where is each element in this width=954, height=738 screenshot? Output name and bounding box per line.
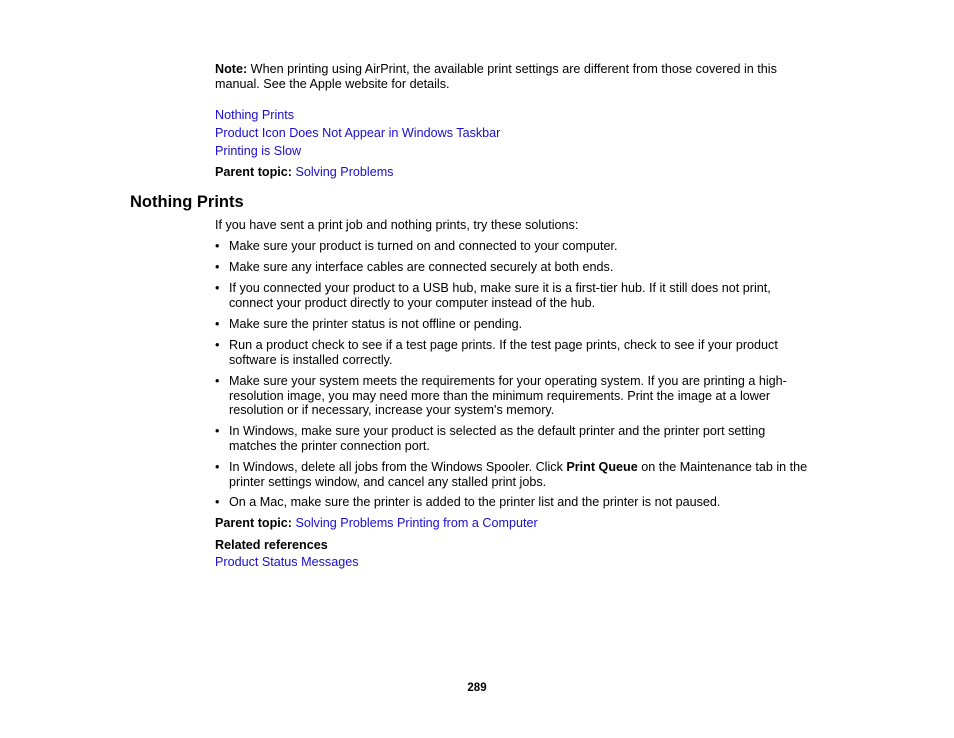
bullet-marker: • bbox=[215, 374, 220, 388]
link-product-icon-taskbar[interactable]: Product Icon Does Not Appear in Windows Taskbar bbox=[215, 126, 501, 140]
link-product-status-messages[interactable]: Product Status Messages bbox=[215, 555, 359, 569]
list-item-text: Make sure your product is turned on and connected to your computer. bbox=[229, 239, 618, 253]
bullet-marker: • bbox=[215, 317, 220, 331]
link-solving-problems-printing[interactable]: Solving Problems Printing from a Computer bbox=[295, 516, 538, 530]
bullet-marker: • bbox=[215, 281, 220, 295]
bullet-marker: • bbox=[215, 338, 220, 352]
note-paragraph bbox=[215, 62, 815, 91]
bullet-marker: • bbox=[215, 460, 220, 474]
list-item-text bbox=[229, 460, 814, 489]
bullet-marker: • bbox=[215, 495, 220, 509]
parent-topic-label: Parent topic: bbox=[215, 165, 292, 179]
list-item-text: On a Mac, make sure the printer is added to the printer list and the printer is not paused. bbox=[229, 495, 721, 509]
list-item-text: In Windows, make sure your product is selected as the default printer and the printer port setting matches the printer connection port. bbox=[229, 424, 766, 453]
bullet-marker: • bbox=[215, 239, 220, 253]
bullet-marker: • bbox=[215, 424, 220, 438]
list-item-text: Make sure any interface cables are connected securely at both ends. bbox=[229, 260, 614, 274]
list-item-text-after: on the Maintenance tab in the printer settings window, and cancel any stalled print jobs. bbox=[229, 460, 808, 489]
parent-topic bbox=[215, 165, 393, 180]
parent-topic bbox=[215, 516, 538, 531]
related-references-heading: Related references bbox=[215, 538, 328, 552]
list-item-text: If you connected your product to a USB hub, make sure it is a first-tier hub. If it still does not print, connect your product directly to your computer instead of the hub. bbox=[229, 281, 771, 310]
link-printing-is-slow[interactable]: Printing is Slow bbox=[215, 144, 302, 158]
page-number: 289 bbox=[467, 682, 487, 694]
link-nothing-prints[interactable]: Nothing Prints bbox=[215, 108, 295, 122]
note-text: When printing using AirPrint, the available print settings are different from those covered in this manual. See the Apple website for details. bbox=[215, 62, 777, 91]
list-item-text: Run a product check to see if a test page prints. If the test page prints, check to see if your product software is installed correctly. bbox=[229, 338, 778, 367]
list-item-text-before: In Windows, delete all jobs from the Windows Spooler. Click bbox=[229, 460, 567, 474]
section-intro: If you have sent a print job and nothing prints, try these solutions: bbox=[215, 218, 579, 232]
print-queue-label: Print Queue bbox=[566, 460, 638, 474]
section-title: Nothing Prints bbox=[130, 193, 244, 211]
parent-topic-label: Parent topic: bbox=[215, 516, 292, 530]
bullet-marker: • bbox=[215, 260, 220, 274]
link-solving-problems[interactable]: Solving Problems bbox=[295, 165, 394, 179]
list-item-text: Make sure your system meets the requirements for your operating system. If you are printing a high-resolution image, you may need more than the minimum requirements. Print the image at a lower resolution or if necessary, increase your system's memory. bbox=[229, 374, 787, 417]
note-label: Note: bbox=[215, 62, 248, 76]
list-item-text: Make sure the printer status is not offline or pending. bbox=[229, 317, 523, 331]
